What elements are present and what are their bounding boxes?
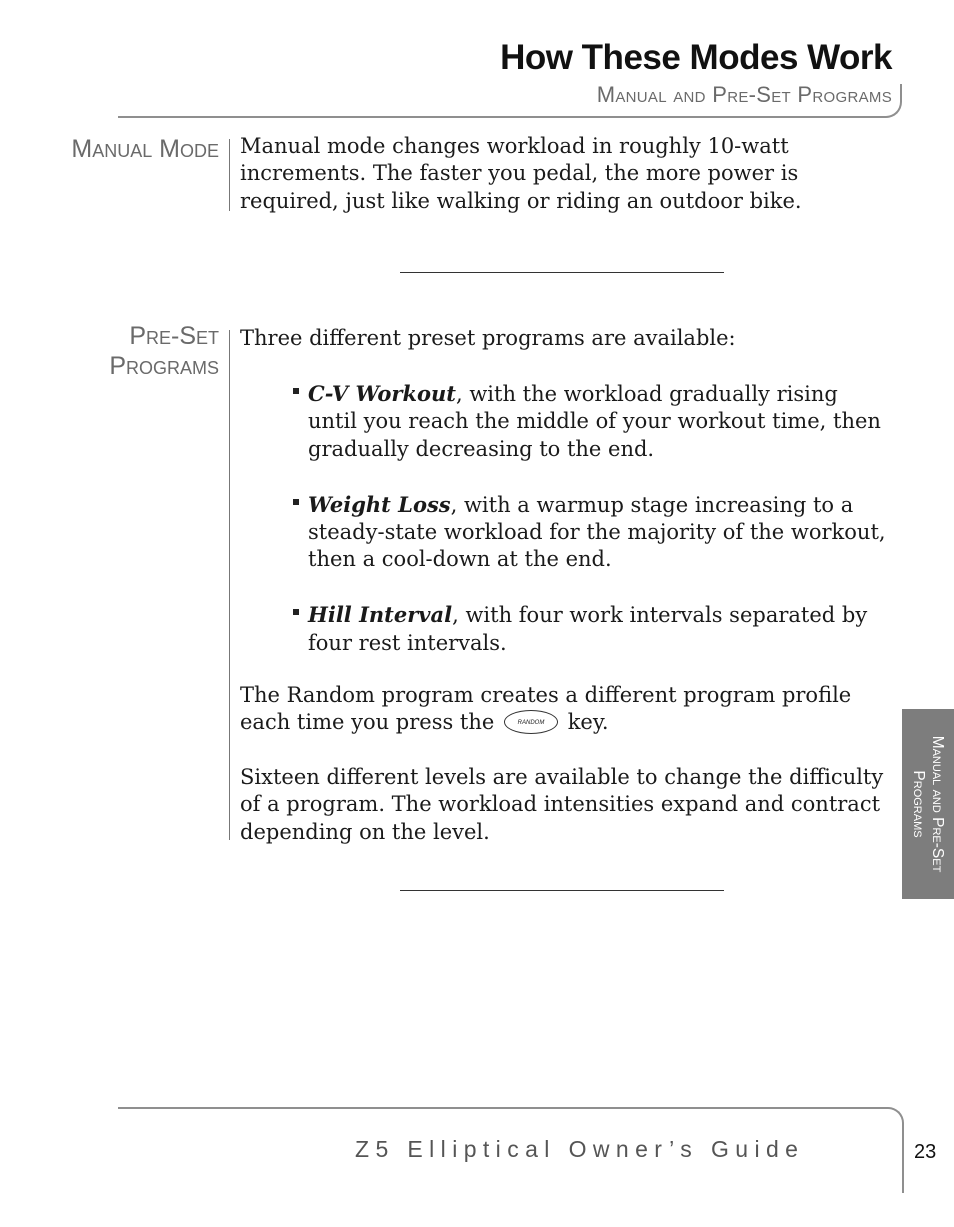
preset-programs-heading-line1: Pre-Set [129,322,219,350]
side-tab-line2: Programs [910,770,927,838]
page-title: How These Modes Work [500,38,892,77]
levels-text: Sixteen different levels are available to change the difficulty of a program. The workload intensities expand and contract depending on the level. [240,765,884,844]
header-rule [118,84,902,118]
side-tab-label [909,714,947,894]
page-subtitle: Manual and Pre-Set Programs [596,82,892,107]
random-program-text [240,682,890,737]
preset-programs-intro: Three different preset programs are available: [240,326,736,350]
manual-mode-heading: Manual Mode [71,135,219,163]
side-tab-line1: Manual and Pre-Set [929,735,946,873]
footer-guide-title: Z5 Elliptical Owner’s Guide [355,1136,805,1162]
program-name: C-V Workout [308,381,456,406]
preset-programs-vertical-rule [229,330,230,840]
bullet-icon [293,609,299,615]
list-item [240,491,890,574]
side-tab [902,709,954,899]
manual-mode-vertical-rule [229,139,230,211]
program-list [240,380,890,684]
preset-programs-heading [109,321,219,381]
bullet-icon [293,388,299,394]
page-number: 23 [914,1141,937,1163]
program-name: Hill Interval [308,602,453,628]
preset-programs-heading-line2: Programs [109,352,219,380]
random-text-before: The Random program creates a different program profile each time you press the [240,683,852,735]
manual-mode-text: Manual mode changes workload in roughly 10-watt increments. The faster you pedal, the more power is required, just like walking or riding an outdoor bike. [240,134,802,213]
random-text-after: key. [567,710,609,735]
program-description: , with four work intervals separated by four rest intervals. [308,603,868,655]
section-divider [400,890,724,891]
list-item [240,380,890,463]
program-description: , with the workload gradually rising until you reach the middle of your workout time, then gradually decreasing to the end. [308,382,881,461]
list-item [240,601,890,657]
random-key-icon: RANDOM [504,710,558,734]
program-name: Weight Loss [308,491,451,517]
section-divider [400,272,724,273]
bullet-icon [293,499,299,505]
program-description: , with a warmup stage increasing to a steady-state workload for the majority of the workout, then a cool-down at the end. [308,492,886,572]
